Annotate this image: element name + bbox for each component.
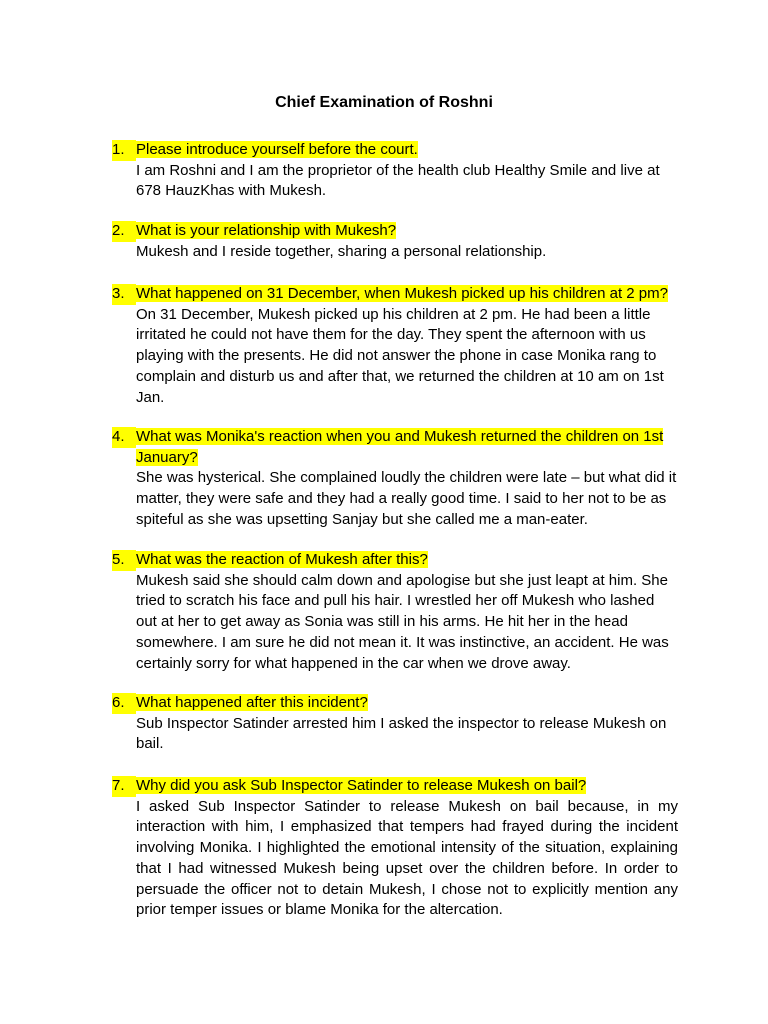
item-number: 7.	[112, 776, 136, 797]
qa-item-2	[112, 221, 678, 262]
question-text: What was the reaction of Mukesh after this?	[136, 551, 428, 568]
question-line	[136, 221, 678, 242]
item-number: 4.	[112, 427, 136, 448]
question-text: What happened after this incident?	[136, 694, 368, 711]
answer-text: Mukesh and I reside together, sharing a personal relationship.	[136, 242, 547, 260]
qa-item-4	[112, 427, 678, 531]
question-line	[136, 693, 678, 714]
question-text: What is your relationship with Mukesh?	[136, 222, 397, 239]
question-text: Please introduce yourself before the court.	[136, 141, 418, 158]
page-title: Chief Examination of Roshni	[275, 94, 493, 111]
answer-text: I am Roshni and I am the proprietor of the health club Healthy Smile and live at 678 HauzKhas with Mukesh.	[136, 161, 660, 200]
qa-item-7	[112, 776, 678, 921]
qa-item-3	[112, 284, 678, 408]
question-text: What happened on 31 December, when Mukesh picked up his children at 2 pm?	[136, 285, 668, 302]
question-line	[136, 140, 678, 161]
qa-item-1	[112, 140, 678, 202]
item-number: 1.	[112, 140, 136, 161]
answer-text: On 31 December, Mukesh picked up his children at 2 pm. He had been a little irritated he could not have them for the day. They spent the afternoon with us playing with the presents. He did not answer the phone in case Monika rang to complain and disturb us and after that, we returned the children at 10 am on 1st Jan.	[136, 305, 664, 406]
answer-text: Mukesh said she should calm down and apologise but she just leapt at him. She tried to scratch his face and pull his hair. I wrestled her off Mukesh who lashed out at her to get away as Sonia was still in his arms. He hit her in the head somewhere. I am sure he did not mean it. It was instinctive, an accident. He was certainly sorry for what happened in the car when we drove away.	[136, 571, 669, 672]
answer-text: She was hysterical. She complained loudly the children were late – but what did it matter, they were safe and they had a really good time. I said to her not to be as spiteful as she was upsetting Sanjay but she called me a man-eater.	[136, 469, 677, 528]
qa-item-6	[112, 693, 678, 755]
question-line	[136, 776, 678, 797]
item-number: 6.	[112, 693, 136, 714]
question-line	[136, 427, 678, 468]
question-text: Why did you ask Sub Inspector Satinder to release Mukesh on bail?	[136, 777, 587, 794]
question-line	[136, 550, 678, 571]
question-line	[136, 284, 678, 305]
item-number: 5.	[112, 550, 136, 571]
item-number: 3.	[112, 284, 136, 305]
item-number: 2.	[112, 221, 136, 242]
question-text: What was Monika's reaction when you and Mukesh returned the children on 1st January?	[136, 428, 664, 466]
answer-text: I asked Sub Inspector Satinder to release Mukesh on bail because, in my interaction with him, I emphasized that tempers had frayed during the incident involving Monika. I highlighted the emotional intensity of the situation, explaining that I had witnessed Mukesh being upset over the children before. In order to persuade the officer not to detain Mukesh, I chose not to explicitly mention any prior temper issues or blame Monika for the altercation.	[136, 797, 678, 919]
answer-text: Sub Inspector Satinder arrested him I asked the inspector to release Mukesh on bail.	[136, 714, 667, 753]
qa-item-5	[112, 550, 678, 674]
